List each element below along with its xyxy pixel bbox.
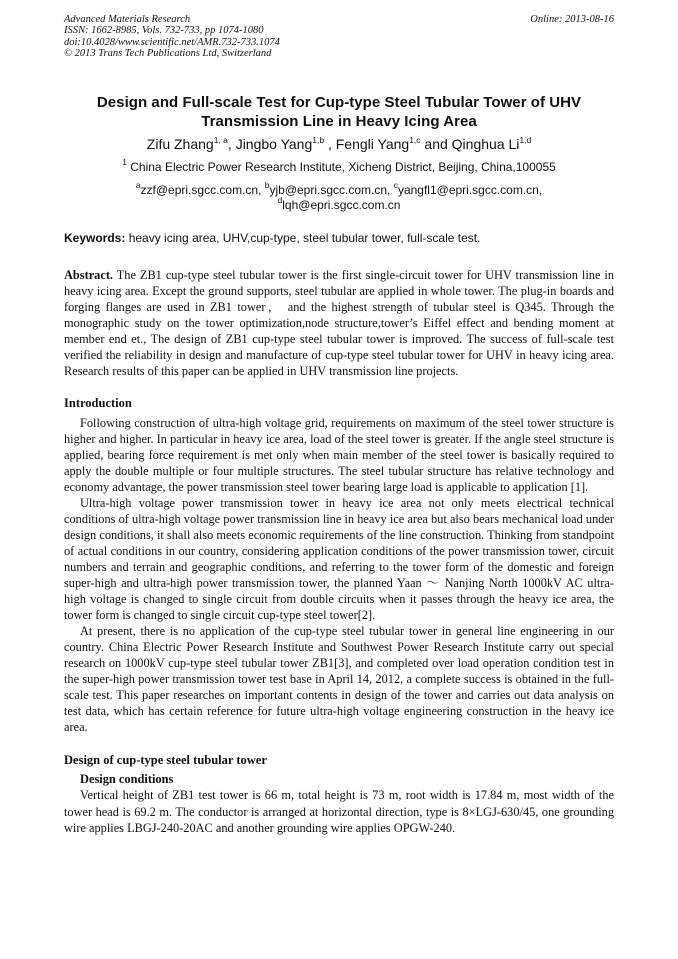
email-list (64, 180, 614, 212)
affiliation-sup: 1 (122, 157, 127, 168)
email-sup: a (135, 180, 141, 191)
affiliation-text: China Electric Power Research Institute, Xicheng District, Beijing, China,100055 (126, 160, 556, 175)
running-header (64, 14, 614, 59)
author-name: Zifu Zhang (146, 136, 214, 153)
email-sup: c (393, 180, 398, 191)
paragraph: Following construction of ultra-high voltage grid, requirements on maximum of the steel tower structure is higher and higher. In particular in heavy ice area, load of the steel tower is greater. If the angle steel structure is applied, bearing force requirement is met only when main member of the steel tower is basically required to apply the double multiple or four multiple structures. The steel tubular structure has relative technology and economy advantage, the power transmission steel tower bearing large load is applicable to application [1]. (64, 415, 614, 494)
email-link[interactable]: yangfl1@epri.sgcc.com.cn, (397, 183, 543, 198)
abstract (64, 267, 614, 379)
author-affil-sup: 1,b (312, 135, 325, 146)
introduction-heading: Introduction (64, 395, 132, 410)
title-line-1: Design and Full-scale Test for Cup-type Steel Tubular Tower of UHV (96, 94, 582, 112)
copyright-line: © 2013 Trans Tech Publications Ltd, Switzerland (64, 47, 272, 59)
paragraph: At present, there is no application of the cup-type steel tubular tower in general line engineering in our country. China Electric Power Research Institute and Southwest Power Research Institute carry out special research on 1000kV cup-type steel tubular tower ZB1[3], and completed over load operation condition test in the super-high power transmission tower test base in April 14, 2012, a complete success is obtained in the full-scale test. This paper researches on important contents in design of the tower and carries out data analysis on test data, which has certain reference for future ultra-high voltage engineering construction in the heavy ice area. (64, 624, 614, 735)
keywords-text: heavy icing area, UHV,cup-type, steel tubular tower, full-scale test. (125, 231, 481, 246)
email-sup: d (277, 194, 283, 205)
journal-name: Advanced Materials Research (64, 14, 191, 25)
online-date: Online: 2013-08-16 (530, 14, 614, 25)
doi-line: doi:10.4028/www.scientific.net/AMR.732-733.1074 (64, 36, 280, 48)
author-name: Qinghua Li (451, 136, 520, 153)
email-line-2 (64, 194, 614, 213)
author-name: Fengli Yang (335, 136, 410, 153)
design-conditions-heading: Design conditions (80, 772, 174, 787)
keywords-label: Keywords: (64, 231, 126, 246)
author-affil-sup: 1,c (409, 135, 421, 146)
email-link[interactable]: yjb@epri.sgcc.com.cn, (269, 183, 394, 198)
author-name: Jingbo Yang (235, 136, 313, 153)
author-affil-sup: 1, a (213, 135, 228, 146)
affiliation (64, 157, 614, 175)
paper-title (64, 93, 614, 131)
email-link[interactable]: lqh@epri.sgcc.com.cn (282, 197, 401, 212)
email-line-1 (64, 180, 614, 198)
title-line-2: Transmission Line in Heavy Icing Area (201, 113, 477, 131)
publication-info (64, 14, 280, 59)
author-separator: , (324, 136, 336, 153)
design-heading: Design of cup-type steel tubular tower (64, 753, 267, 768)
email-sup: b (264, 180, 270, 191)
author-affil-sup: 1,d (519, 135, 532, 146)
author-list (64, 136, 614, 153)
author-separator: , (227, 136, 236, 153)
keywords (64, 231, 614, 246)
introduction-body (64, 415, 614, 736)
abstract-text: The ZB1 cup-type steel tubular tower is the first single-circuit tower for UHV transmission line in heavy icing area. Except the ground supports, steel tubular are applied in whole tower. The plug-in boards and forging flanges are used in ZB1 tower， and the highest strength of tubular steel is Q345. Through the monographic study on the tower optimization,node structure,tower’s Eiffel effect and bending moment at member end et., The design of ZB1 cup-type steel tubular tower is improved. The success of full-scale test verified the reliability in design and manufacture of cup-type steel tubular tower for UHV in heavy icing area. Research results of this paper can be applied in UHV transmission line projects. (64, 268, 614, 379)
author-separator: and (420, 136, 452, 153)
email-link[interactable]: zzf@epri.sgcc.com.cn, (140, 183, 265, 198)
abstract-label: Abstract. (64, 268, 114, 283)
issn-line: ISSN: 1662-8985, Vols. 732-733, pp 1074-1080 (64, 25, 264, 37)
paragraph: Vertical height of ZB1 test tower is 66 m, total height is 73 m, root width is 17.84 m, most width of the tower head is 69.2 m. The conductor is arranged at horizontal direction, type is 8×LGJ-630/45, one grounding wire applies LBGJ-240-20AC and another grounding wire applies OPGW-240. (64, 788, 614, 835)
paragraph: Ultra-high voltage power transmission tower in heavy ice area not only meets electrical technical conditions of ultra-high voltage power transmission line in heavy ice area but also bears mechanical load under design conditions, it shall also meets economic requirements of the line construction. Thinking from standpoint of actual conditions in our country, considering application conditions of the power transmission tower, circuit numbers and terrain and geographic conditions, and referring to the tower form of the domestic and foreign super-high and ultra-high power transmission tower, the planned Yaan ～ Nanjing North 1000kV AC ultra-high voltage is changed to single circuit from double circuits when it passes through the heavy ice area, the tower form is changed to single circuit cup-type steel tower[2]. (64, 495, 614, 623)
